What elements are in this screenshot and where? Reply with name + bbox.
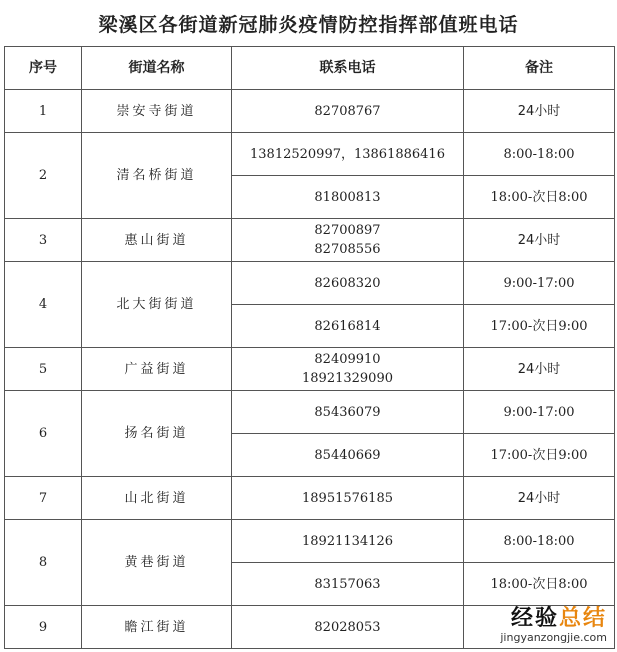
phone-number: 13812520997，13861886416 <box>250 146 445 162</box>
row-note: 8:00-18:00 <box>464 520 615 563</box>
table-row <box>5 477 615 520</box>
row-index: 7 <box>5 477 82 520</box>
phone-number: 18921134126 <box>302 533 393 549</box>
row-note: 9:00-17:00 <box>464 262 615 305</box>
watermark-title-part-a: 经验 <box>510 606 559 631</box>
table-body <box>5 90 615 649</box>
row-phone <box>232 477 464 520</box>
phone-number: 82608320 <box>314 275 381 291</box>
row-street-name: 扬名街道 <box>82 391 232 477</box>
table-header-row <box>5 47 615 90</box>
watermark-title-part-b: 总结 <box>558 606 607 631</box>
row-note: 24小时 <box>464 90 615 133</box>
phone-number: 82028053 <box>314 619 381 635</box>
phone-number: 18951576185 <box>302 490 393 506</box>
row-note: 18:00-次日8:00 <box>464 176 615 219</box>
header-index: 序号 <box>5 47 82 90</box>
row-note: 24小时 <box>464 477 615 520</box>
row-phone <box>232 606 464 649</box>
row-phone <box>232 305 464 348</box>
row-note: 24小时 <box>464 219 615 262</box>
row-phone <box>232 520 464 563</box>
row-index: 8 <box>5 520 82 606</box>
row-street-name: 惠山街道 <box>82 219 232 262</box>
phone-number: 82708767 <box>314 103 381 119</box>
phone-number: 82708556 <box>314 242 381 257</box>
phone-number: 18921329090 <box>302 371 393 386</box>
row-note: 24小时 <box>464 348 615 391</box>
row-note: 18:00-次日8:00 <box>464 563 615 606</box>
table-row <box>5 348 615 391</box>
phone-number: 82616814 <box>314 318 381 334</box>
row-street-name: 北大街街道 <box>82 262 232 348</box>
row-phone <box>232 348 464 391</box>
row-street-name: 广益街道 <box>82 348 232 391</box>
phone-number: 82409910 <box>314 352 381 367</box>
row-note <box>464 606 615 649</box>
row-street-name: 崇安寺街道 <box>82 90 232 133</box>
row-phone <box>232 434 464 477</box>
table-row <box>5 520 615 563</box>
row-note: 17:00-次日9:00 <box>464 305 615 348</box>
row-note: 9:00-17:00 <box>464 391 615 434</box>
table-row <box>5 391 615 434</box>
duty-phone-table <box>4 46 615 649</box>
page-title: 梁溪区各街道新冠肺炎疫情防控指挥部值班电话 <box>98 13 519 36</box>
row-index: 6 <box>5 391 82 477</box>
header-phone: 联系电话 <box>232 47 464 90</box>
row-index: 1 <box>5 90 82 133</box>
row-phone <box>232 133 464 176</box>
table-row <box>5 606 615 649</box>
header-street: 街道名称 <box>82 47 232 90</box>
row-index: 5 <box>5 348 82 391</box>
phone-number: 81800813 <box>314 189 381 205</box>
watermark-url: jingyanzongjie.com <box>500 631 607 644</box>
row-note: 17:00-次日9:00 <box>464 434 615 477</box>
row-index: 2 <box>5 133 82 219</box>
table-row <box>5 219 615 262</box>
phone-number: 83157063 <box>314 576 381 592</box>
row-street-name: 山北街道 <box>82 477 232 520</box>
row-index: 9 <box>5 606 82 649</box>
row-phone <box>232 391 464 434</box>
row-street-name: 瞻江街道 <box>82 606 232 649</box>
row-phone <box>232 563 464 606</box>
row-index: 3 <box>5 219 82 262</box>
row-phone <box>232 262 464 305</box>
row-note: 8:00-18:00 <box>464 133 615 176</box>
table-row <box>5 262 615 305</box>
phone-number: 82700897 <box>314 223 381 238</box>
phone-number: 85436079 <box>314 404 381 420</box>
row-phone <box>232 176 464 219</box>
table-row <box>5 90 615 133</box>
row-street-name: 清名桥街道 <box>82 133 232 219</box>
table-row <box>5 133 615 176</box>
row-phone <box>232 219 464 262</box>
row-street-name: 黄巷街道 <box>82 520 232 606</box>
row-index: 4 <box>5 262 82 348</box>
header-note: 备注 <box>464 47 615 90</box>
phone-number: 85440669 <box>314 447 381 463</box>
row-phone <box>232 90 464 133</box>
